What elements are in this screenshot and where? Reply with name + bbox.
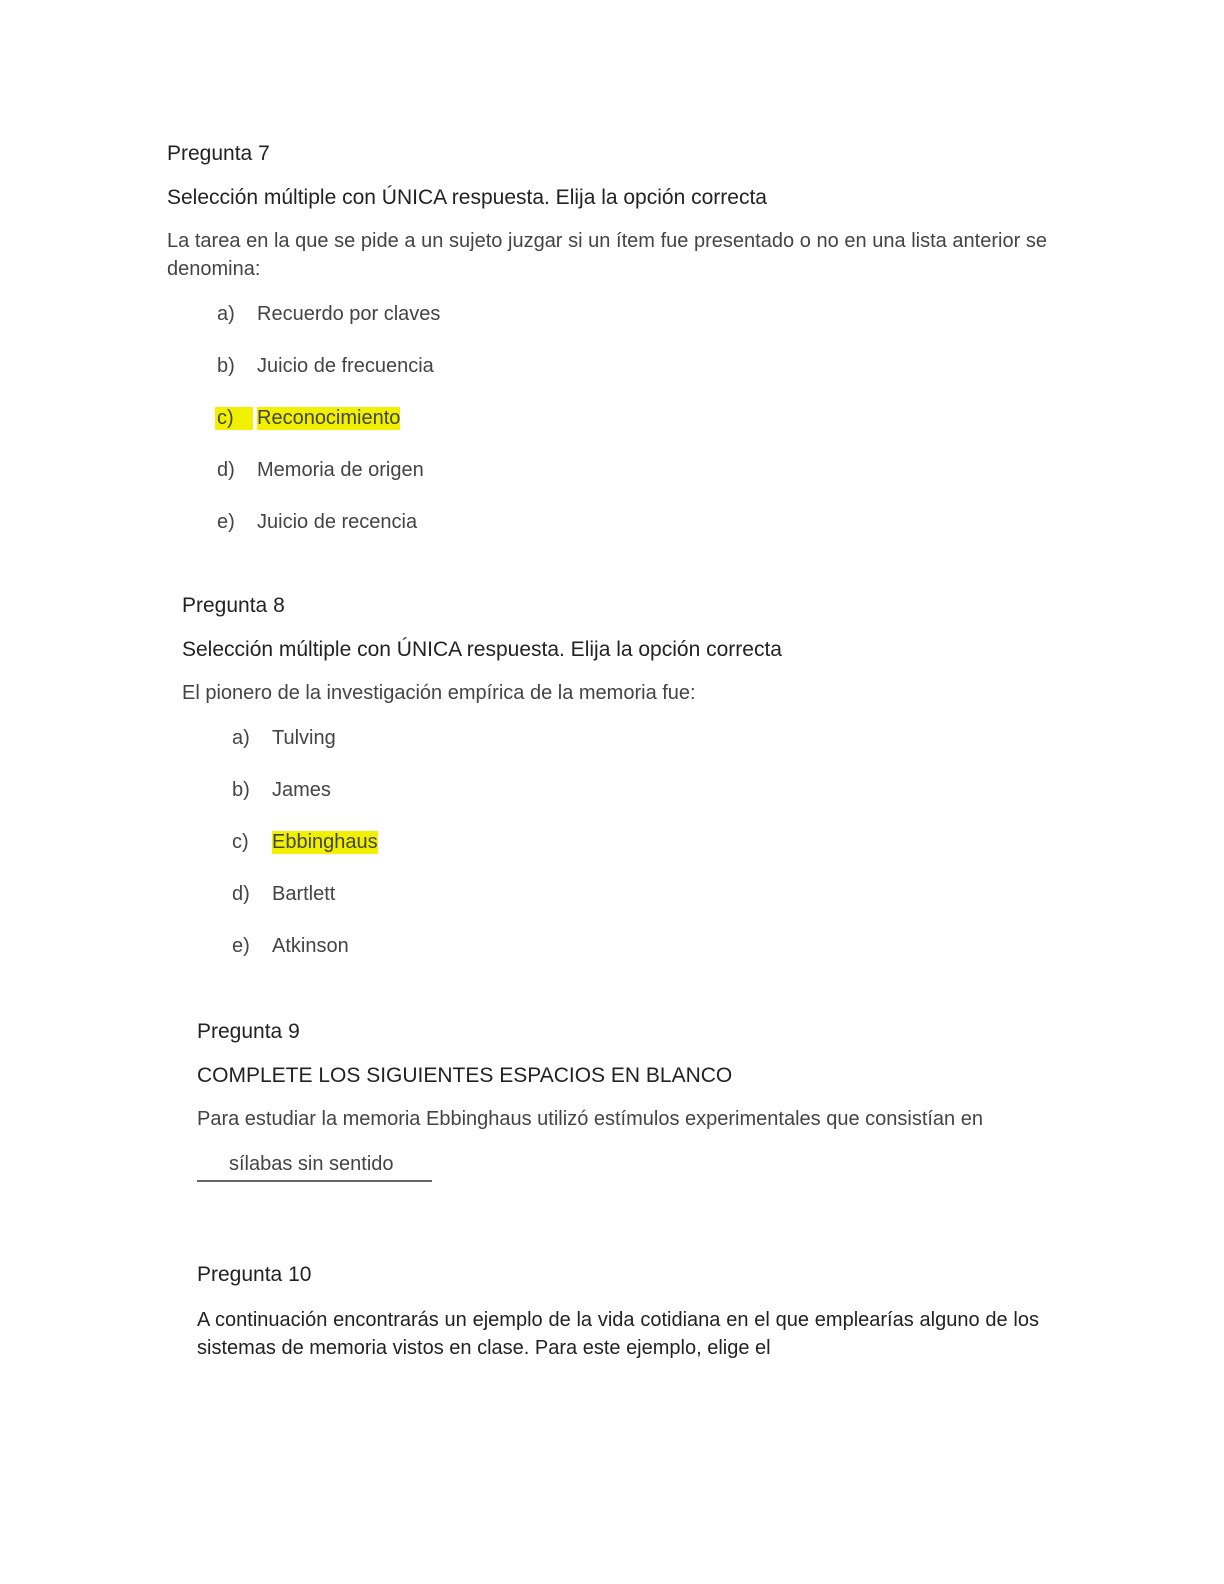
fill-in-blank-answer: sílabas sin sentido — [197, 1153, 432, 1182]
option-c-selected — [230, 829, 1062, 855]
option-letter: b) — [217, 354, 235, 377]
option-letter: c) — [215, 407, 253, 430]
question-10 — [197, 1262, 1039, 1362]
option-a — [230, 725, 1062, 751]
question-title: Pregunta 7 — [167, 142, 270, 165]
option-text: Juicio de recencia — [257, 510, 418, 533]
question-prompt: El pionero de la investigación empírica de la memoria fue: — [182, 682, 696, 704]
option-letter: c) — [232, 830, 249, 853]
option-letter: d) — [217, 458, 235, 481]
option-text: James — [272, 778, 331, 801]
question-8 — [182, 593, 1062, 985]
option-b — [215, 353, 1047, 379]
option-d — [230, 881, 1062, 907]
question-title: Pregunta 9 — [197, 1020, 300, 1043]
option-c-selected — [215, 405, 1047, 431]
option-text-highlighted: Reconocimiento — [257, 406, 401, 429]
question-prompt: La tarea en la que se pide a un sujeto juzgar si un ítem fue presentado o no en una lista anterior se denomina: — [167, 230, 1047, 280]
option-text: Atkinson — [272, 934, 349, 957]
option-b — [230, 777, 1062, 803]
option-letter: e) — [217, 510, 235, 533]
question-9 — [197, 1019, 1039, 1182]
question-title: Pregunta 10 — [197, 1263, 312, 1286]
option-letter: d) — [232, 882, 250, 905]
option-text: Recuerdo por claves — [257, 302, 441, 325]
option-text: Tulving — [272, 726, 336, 749]
question-prompt: A continuación encontrarás un ejemplo de la vida cotidiana en el que emplearías alguno de los sistemas de memoria vistos en clase. Para este ejemplo, elige el — [197, 1309, 1039, 1359]
option-text-highlighted: Ebbinghaus — [272, 830, 378, 853]
option-letter: a) — [232, 726, 250, 749]
option-text: Memoria de origen — [257, 458, 424, 481]
option-e — [215, 509, 1047, 535]
option-letter: a) — [217, 302, 235, 325]
question-7 — [167, 141, 1047, 561]
question-instruction: COMPLETE LOS SIGUIENTES ESPACIOS EN BLANCO — [197, 1064, 733, 1087]
option-list — [215, 301, 1047, 535]
question-instruction: Selección múltiple con ÚNICA respuesta. Elija la opción correcta — [182, 638, 782, 661]
option-d — [215, 457, 1047, 483]
option-text: Juicio de frecuencia — [257, 354, 434, 377]
option-letter: b) — [232, 778, 250, 801]
option-e — [230, 933, 1062, 959]
option-text: Bartlett — [272, 882, 336, 905]
question-title: Pregunta 8 — [182, 594, 285, 617]
option-a — [215, 301, 1047, 327]
question-prompt: Para estudiar la memoria Ebbinghaus utilizó estímulos experimentales que consistían en — [197, 1108, 983, 1130]
option-letter: e) — [232, 934, 250, 957]
option-list — [230, 725, 1062, 959]
question-instruction: Selección múltiple con ÚNICA respuesta. Elija la opción correcta — [167, 186, 767, 209]
